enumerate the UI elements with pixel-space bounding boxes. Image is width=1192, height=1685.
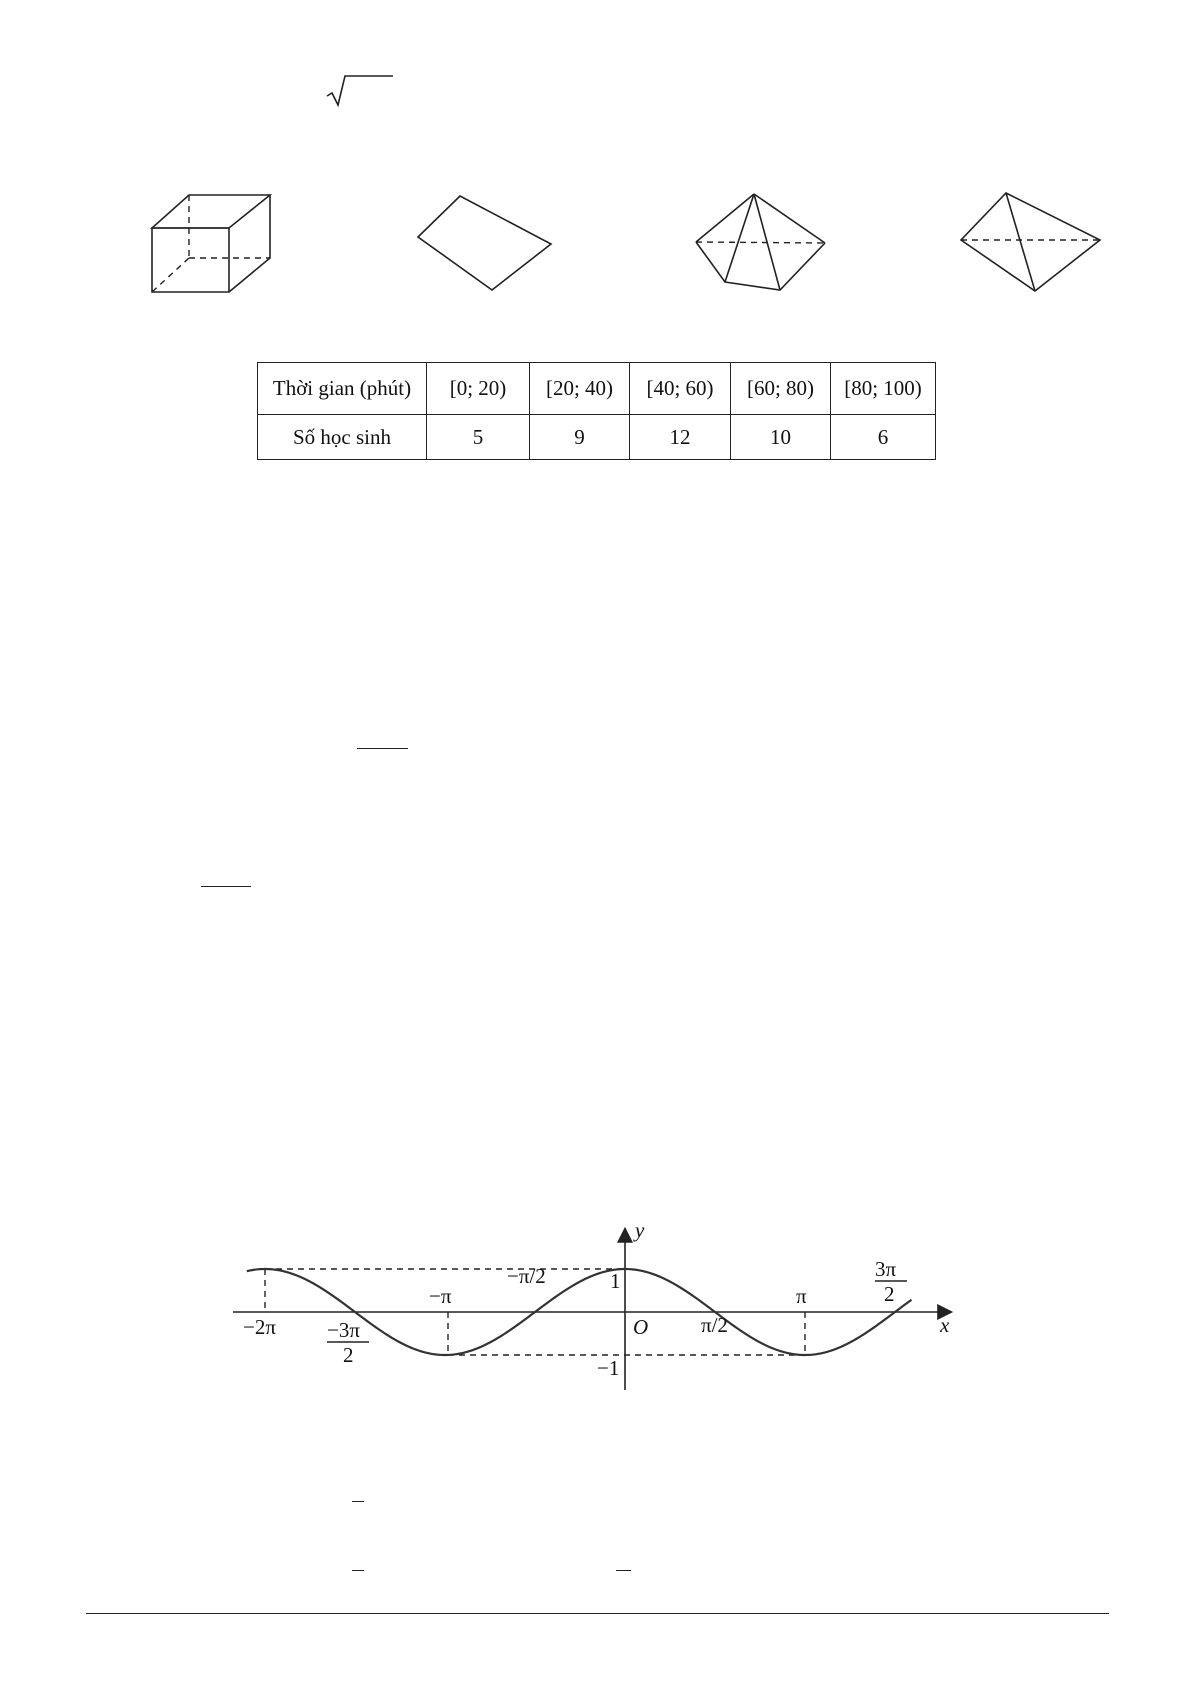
frequency-table (257, 362, 936, 460)
table-cell: 5 (427, 415, 530, 460)
figure-box (145, 175, 275, 295)
fraction-bar (616, 1570, 631, 1571)
table-col-interval: [0; 20) (427, 363, 530, 415)
figure-tetrahedron (955, 188, 1105, 298)
table-cell: 9 (530, 415, 630, 460)
table-col-interval: [40; 60) (630, 363, 731, 415)
axis-label-y: y (635, 1220, 645, 1242)
fraction-bar (357, 748, 408, 749)
tick-label-pi: π (796, 1284, 807, 1308)
figure-quadrilateral (412, 190, 562, 295)
tick-label-neg-pi-2: −π/2 (507, 1264, 546, 1288)
tick-label-one: 1 (610, 1269, 621, 1293)
tick-label-neg-pi: −π (429, 1284, 452, 1308)
cosine-graph (225, 1220, 965, 1400)
table-col-interval: [60; 80) (731, 363, 831, 415)
fraction-bar (201, 886, 251, 887)
tick-label-neg-2pi: −2π (243, 1315, 276, 1339)
sqrt-symbol (325, 72, 395, 108)
table-header-row (258, 363, 936, 415)
axis-label-x: x (940, 1313, 950, 1337)
footer-divider (86, 1613, 1109, 1614)
table-value-row (258, 415, 936, 460)
origin-label: O (633, 1315, 649, 1339)
fraction-bar (352, 1501, 364, 1502)
tick-label-3pi-2-den: 2 (884, 1282, 895, 1306)
table-cell: 6 (831, 415, 936, 460)
figure-pyramid (690, 190, 830, 300)
fraction-bar (352, 1570, 364, 1571)
table-row-label: Số học sinh (258, 415, 427, 460)
table-col-interval: [80; 100) (831, 363, 936, 415)
tick-label-pi-2: π/2 (701, 1313, 728, 1337)
table-header-time: Thời gian (phút) (258, 363, 427, 415)
tick-label-neg-one: −1 (597, 1356, 620, 1380)
tick-label-neg-3pi-2-num: −3π (327, 1318, 360, 1342)
tick-label-3pi-2-num: 3π (875, 1257, 897, 1281)
table-cell: 10 (731, 415, 831, 460)
tick-label-neg-3pi-2-den: 2 (343, 1343, 354, 1367)
table-cell: 12 (630, 415, 731, 460)
table-col-interval: [20; 40) (530, 363, 630, 415)
